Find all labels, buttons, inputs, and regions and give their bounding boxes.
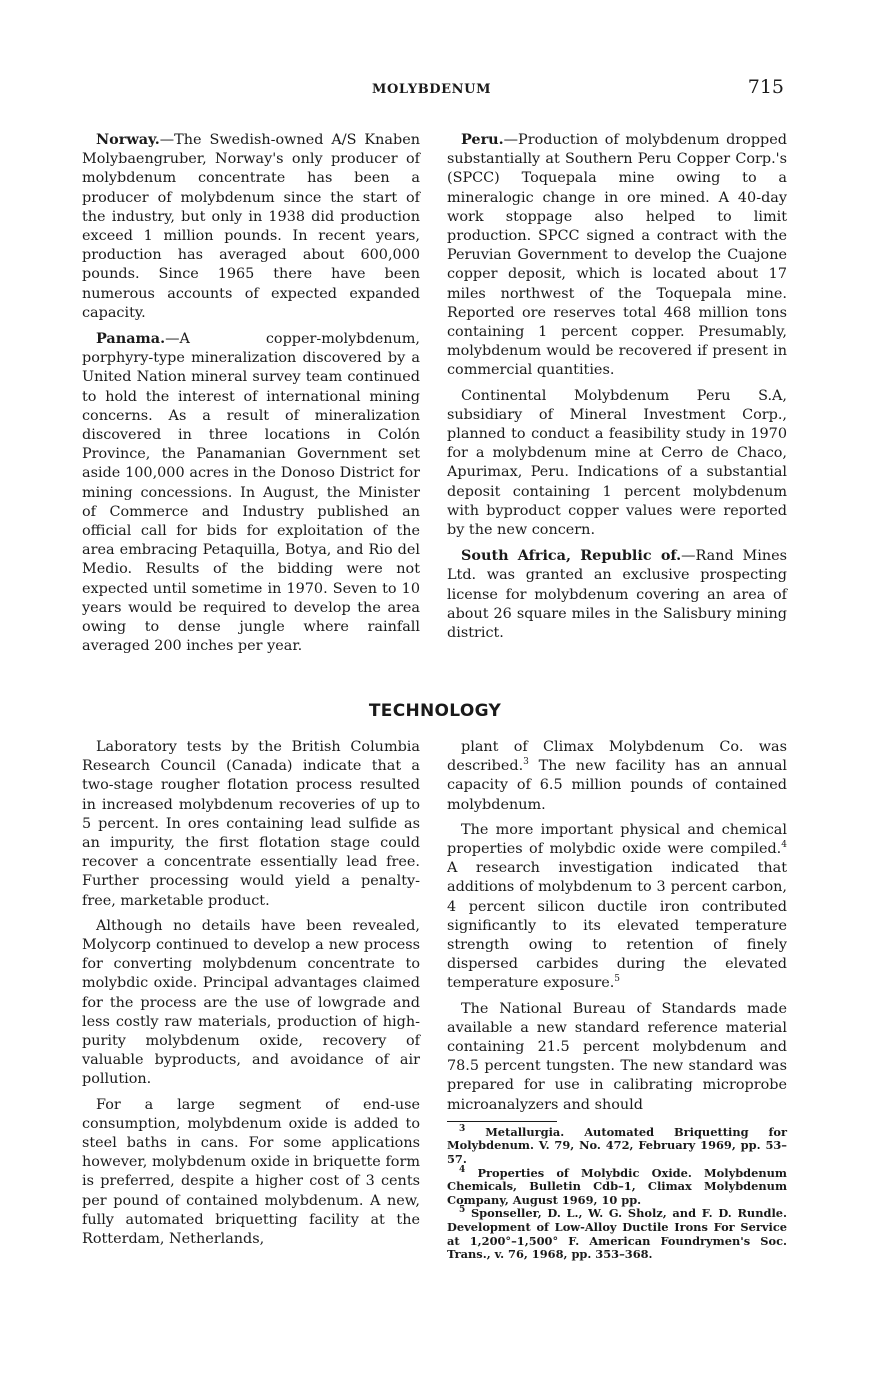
footnote-ref-5: 5	[614, 974, 621, 985]
molybdic-text: The more important physical and chemical properties of molybdic oxide were compiled.	[447, 821, 787, 858]
paragraph-nbs: The National Bureau of Standards made available a new standard reference material containing 21.5 percent molybdenum and 78.5 percent tungsten. The new standard was prepared for use in calibrating microprobe microanalyzers and should	[447, 1000, 787, 1113]
column-top-right	[447, 130, 787, 649]
peru-heading: Peru.	[461, 131, 504, 148]
column-bottom-left	[82, 738, 420, 1255]
footnote-mark: 5	[459, 1205, 466, 1216]
peru-text: —Production of molybdenum dropped substantially at Southern Peru Copper Corp.'s (SPCC) Toquepala mine owing to a mineralogic change in ore mined. A 40-day work stoppage also helped to limit production. SPCC signed a contract with the Peruvian Government to develop the Cuajone copper deposit, which is located about 17 miles northwest of the Toquepala mine. Reported ore reserves total 468 million tons containing 1 percent copper. Presumably, molybdenum would be recovered if present in commercial quantities.	[447, 132, 787, 379]
paragraph-peru	[447, 130, 787, 381]
climax-text: plant of Climax Molybdenum Co. was described.	[447, 739, 787, 775]
footnote-text: Properties of Molybdic Oxide. Molybdenum Chemicals, Bulletin Cdb–1, Climax Molybdenum Company, August 1969, 10 pp.	[447, 1165, 787, 1207]
norway-text: —The Swedish-owned A/S Knaben Molybaengruber, Norway's only producer of molybdenum concentrate has been a producer of molybdenum since the start of the industry, but only in 1938 did production exceed 1 million pounds. In recent years, production has averaged about 600,000 pounds. Since 1965 there have been numerous accounts of expected expanded capacity.	[82, 132, 420, 321]
column-bottom-right	[447, 738, 787, 1262]
panama-text: —A copper-molybdenum, porphyry-type mineralization discovered by a United Nation mineral survey team continued to hold the interest of international mining concerns. As a result of mineralization discovered in three locations in Colón Province, the Panamanian Government set aside 100,000 acres in the Donoso District for mining concessions. In August, the Minister of Commerce and Industry published an official call for bids for exploitation of the area embracing Petaquilla, Botya, and Rio del Medio. Results of the bidding were not expected until sometime in 1970. Seven to 10 years would be required to develop the area owing to dense jungle where rainfall averaged 200 inches per year.	[82, 331, 420, 655]
paragraph-briquette: For a large segment of end-use consumption, molybdenum oxide is added to steel baths in cans. For some applications however, molybdenum oxide in briquette form is preferred, despite a higher cost of 3 cents per pound of contained molybdenum. A new, fully automated briquetting facility at the Rotterdam, Netherlands,	[82, 1096, 420, 1248]
paragraph-flotation: Laboratory tests by the British Columbia Research Council (Canada) indicate that a two-stage rougher flotation process resulted in increased molybdenum recoveries of up to 5 percent. In ores containing lead sulfide as an impurity, the first flotation stage could recover a concentrate essentially lead free. Further processing would yield a penalty-free, marketable product.	[82, 739, 420, 909]
norway-heading: Norway.	[96, 131, 160, 148]
molybdic-mid: A research investigation indicated that additions of molybdenum to 3 percent carbon, 4 percent silicon ductile iron contributed significantly to its elevated temperature strength owing to retention of finely dispersed carbides during the elevated temperature exposure.	[447, 860, 787, 992]
running-head: MOLYBDENUM	[372, 82, 492, 97]
column-top-left	[82, 130, 420, 662]
footnotes	[447, 1126, 787, 1262]
page-header	[0, 78, 870, 102]
paragraph-norway	[82, 130, 420, 323]
panama-heading: Panama.	[96, 330, 166, 348]
footnote-text: Sponseller, D. L., W. G. Sholz, and F. D. Rundle. Development of Low-Alloy Ductile Irons For Service at 1,200°–1,500° F. American Foundrymen's Soc. Trans., v. 76, 1968, pp. 353–368.	[447, 1206, 787, 1262]
paragraph-continental: Continental Molybdenum Peru S.A, subsidiary of Mineral Investment Corp., planned to conduct a feasibility study in 1970 for a molybdenum mine at Cerro de Chaco, Apurimax, Peru. Indications of a substantial deposit containing 1 percent molybdenum with byproduct copper values were reported by the new concern.	[447, 387, 787, 539]
paragraph-molycorp: Although no details have been revealed, Molycorp continued to develop a new process for converting molybdenum concentrate to molybdic oxide. Principal advantages claimed for the process are the use of lowgrade and less costly raw materials, production of high-purity molybdenum oxide, recovery of valuable byproducts, and avoidance of air pollution.	[82, 917, 420, 1088]
footnote-text: Metallurgia. Automated Briquetting for Molybdenum. V. 79, No. 472, February 1969, pp. 53–57.	[447, 1124, 787, 1167]
footnote-mark: 4	[459, 1164, 466, 1175]
paragraph-climax	[447, 738, 787, 815]
footnote-mark: 3	[459, 1124, 466, 1135]
page-number: 715	[747, 76, 784, 98]
footnote-ref-3: 3	[523, 757, 529, 768]
section-heading-technology: TECHNOLOGY	[368, 701, 502, 721]
paragraph-panama	[82, 329, 420, 656]
south-africa-heading: South Africa, Republic of.	[461, 547, 682, 565]
footnote-divider	[447, 1121, 557, 1122]
climax-tail: The new facility has an annual capacity of 6.5 million pounds of contained molybdenum.	[447, 758, 787, 813]
footnote-4	[447, 1164, 787, 1208]
paragraph-south-africa	[447, 546, 787, 643]
paragraph-molybdic-oxide	[447, 821, 787, 994]
south-africa-text: —Rand Mines Ltd. was granted an exclusive prospecting license for molybdenum covering an area of about 26 square miles in the Salisbury mining district.	[447, 548, 787, 642]
footnote-5	[447, 1207, 787, 1261]
footnote-3	[447, 1126, 787, 1167]
footnote-ref-4: 4	[781, 840, 787, 851]
